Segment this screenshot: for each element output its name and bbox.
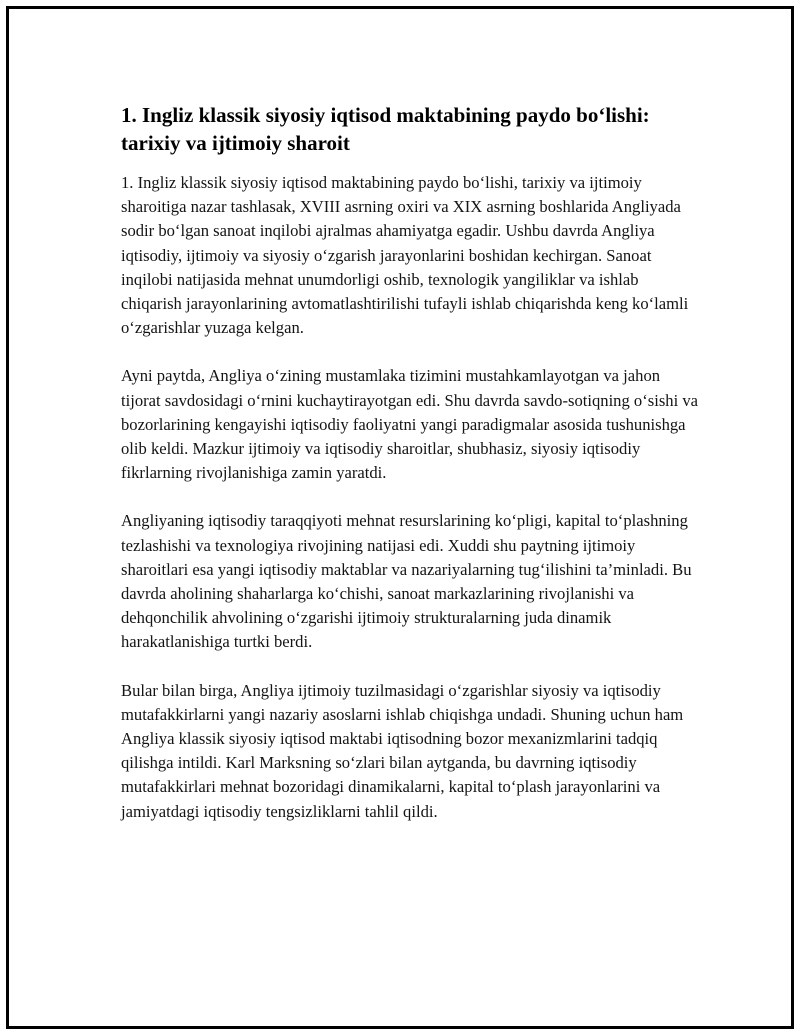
page-frame: [6, 6, 794, 1029]
body-paragraph-1: 1. Ingliz klassik siyosiy iqtisod maktabining paydo bo‘lishi, tarixiy va ijtimoiy sharoitiga nazar tashlasak, XVIII asrning oxiri va XIX asrning boshlarida Angliyada sodir bo‘lgan sanoat inqilobi ajralmas ahamiyatga egadir. Ushbu davrda Angliya iqtisodiy, ijtimoiy va siyosiy o‘zgarish jarayonlarini boshidan kechirgan. Sanoat inqilobi natijasida mehnat unumdorligi oshib, texnologik yangiliklar va ishlab chiqarish jarayonlarining avtomatlashtirilishi tufayli ishlab chiqarishda keng ko‘lamli o‘zgarishlar yuzaga kelgan.: [121, 173, 689, 338]
body-paragraph-4: Bular bilan birga, Angliya ijtimoiy tuzilmasidagi o‘zgarishlar siyosiy va iqtisodiy mutafakkirlarni yangi nazariy asoslarni ishlab chiqishga undadi. Shuning uchun ham Angliya klassik siyosiy iqtisod maktabi iqtisodning bozor mexanizmlarini tadqiq qilishga intildi. Karl Marksning so‘zlari bilan aytganda, bu davrning iqtisodiy mutafakkirlari mehnat bozoridagi dinamikalarni, kapital to‘plash jarayonlarini va jamiyatdagi iqtisodiy tengsizliklarni tahlil qildi.: [121, 680, 684, 821]
section-heading: 1. Ingliz klassik siyosiy iqtisod maktabining paydo bo‘lishi: tarixiy va ijtimoiy sharoit: [121, 103, 650, 155]
body-paragraph-3: Angliyaning iqtisodiy taraqqiyoti mehnat resurslarining ko‘pligi, kapital to‘plashning tezlashishi va texnologiya rivojining natijasi edi. Xuddi shu paytning ijtimoiy sharoitlari esa yangi iqtisodiy maktablar va nazariyalarning tug‘ilishini ta’minladi. Bu davrda aholining shaharlarga ko‘chishi, sanoat markazlarining rivojlanishi va dehqonchilik ahvolining o‘zgarishi ijtimoiy strukturalarning juda dinamik harakatlanishiga turtki berdi.: [121, 511, 692, 652]
document-content: [121, 101, 701, 848]
body-paragraph-2: Ayni paytda, Angliya o‘zining mustamlaka tizimini mustahkamlayotgan va jahon tijorat savdosidagi o‘rnini kuchaytirayotgan edi. Shu davrda savdo-sotiqning o‘sishi va bozorlarining kengayishi iqtisodiy faoliyatni yangi paradigmalar asosida tushunishga olib keldi. Mazkur ijtimoiy va iqtisodiy sharoitlar, shubhasiz, siyosiy iqtisodiy fikrlarning rivojlanishiga zamin yaratdi.: [121, 366, 698, 483]
